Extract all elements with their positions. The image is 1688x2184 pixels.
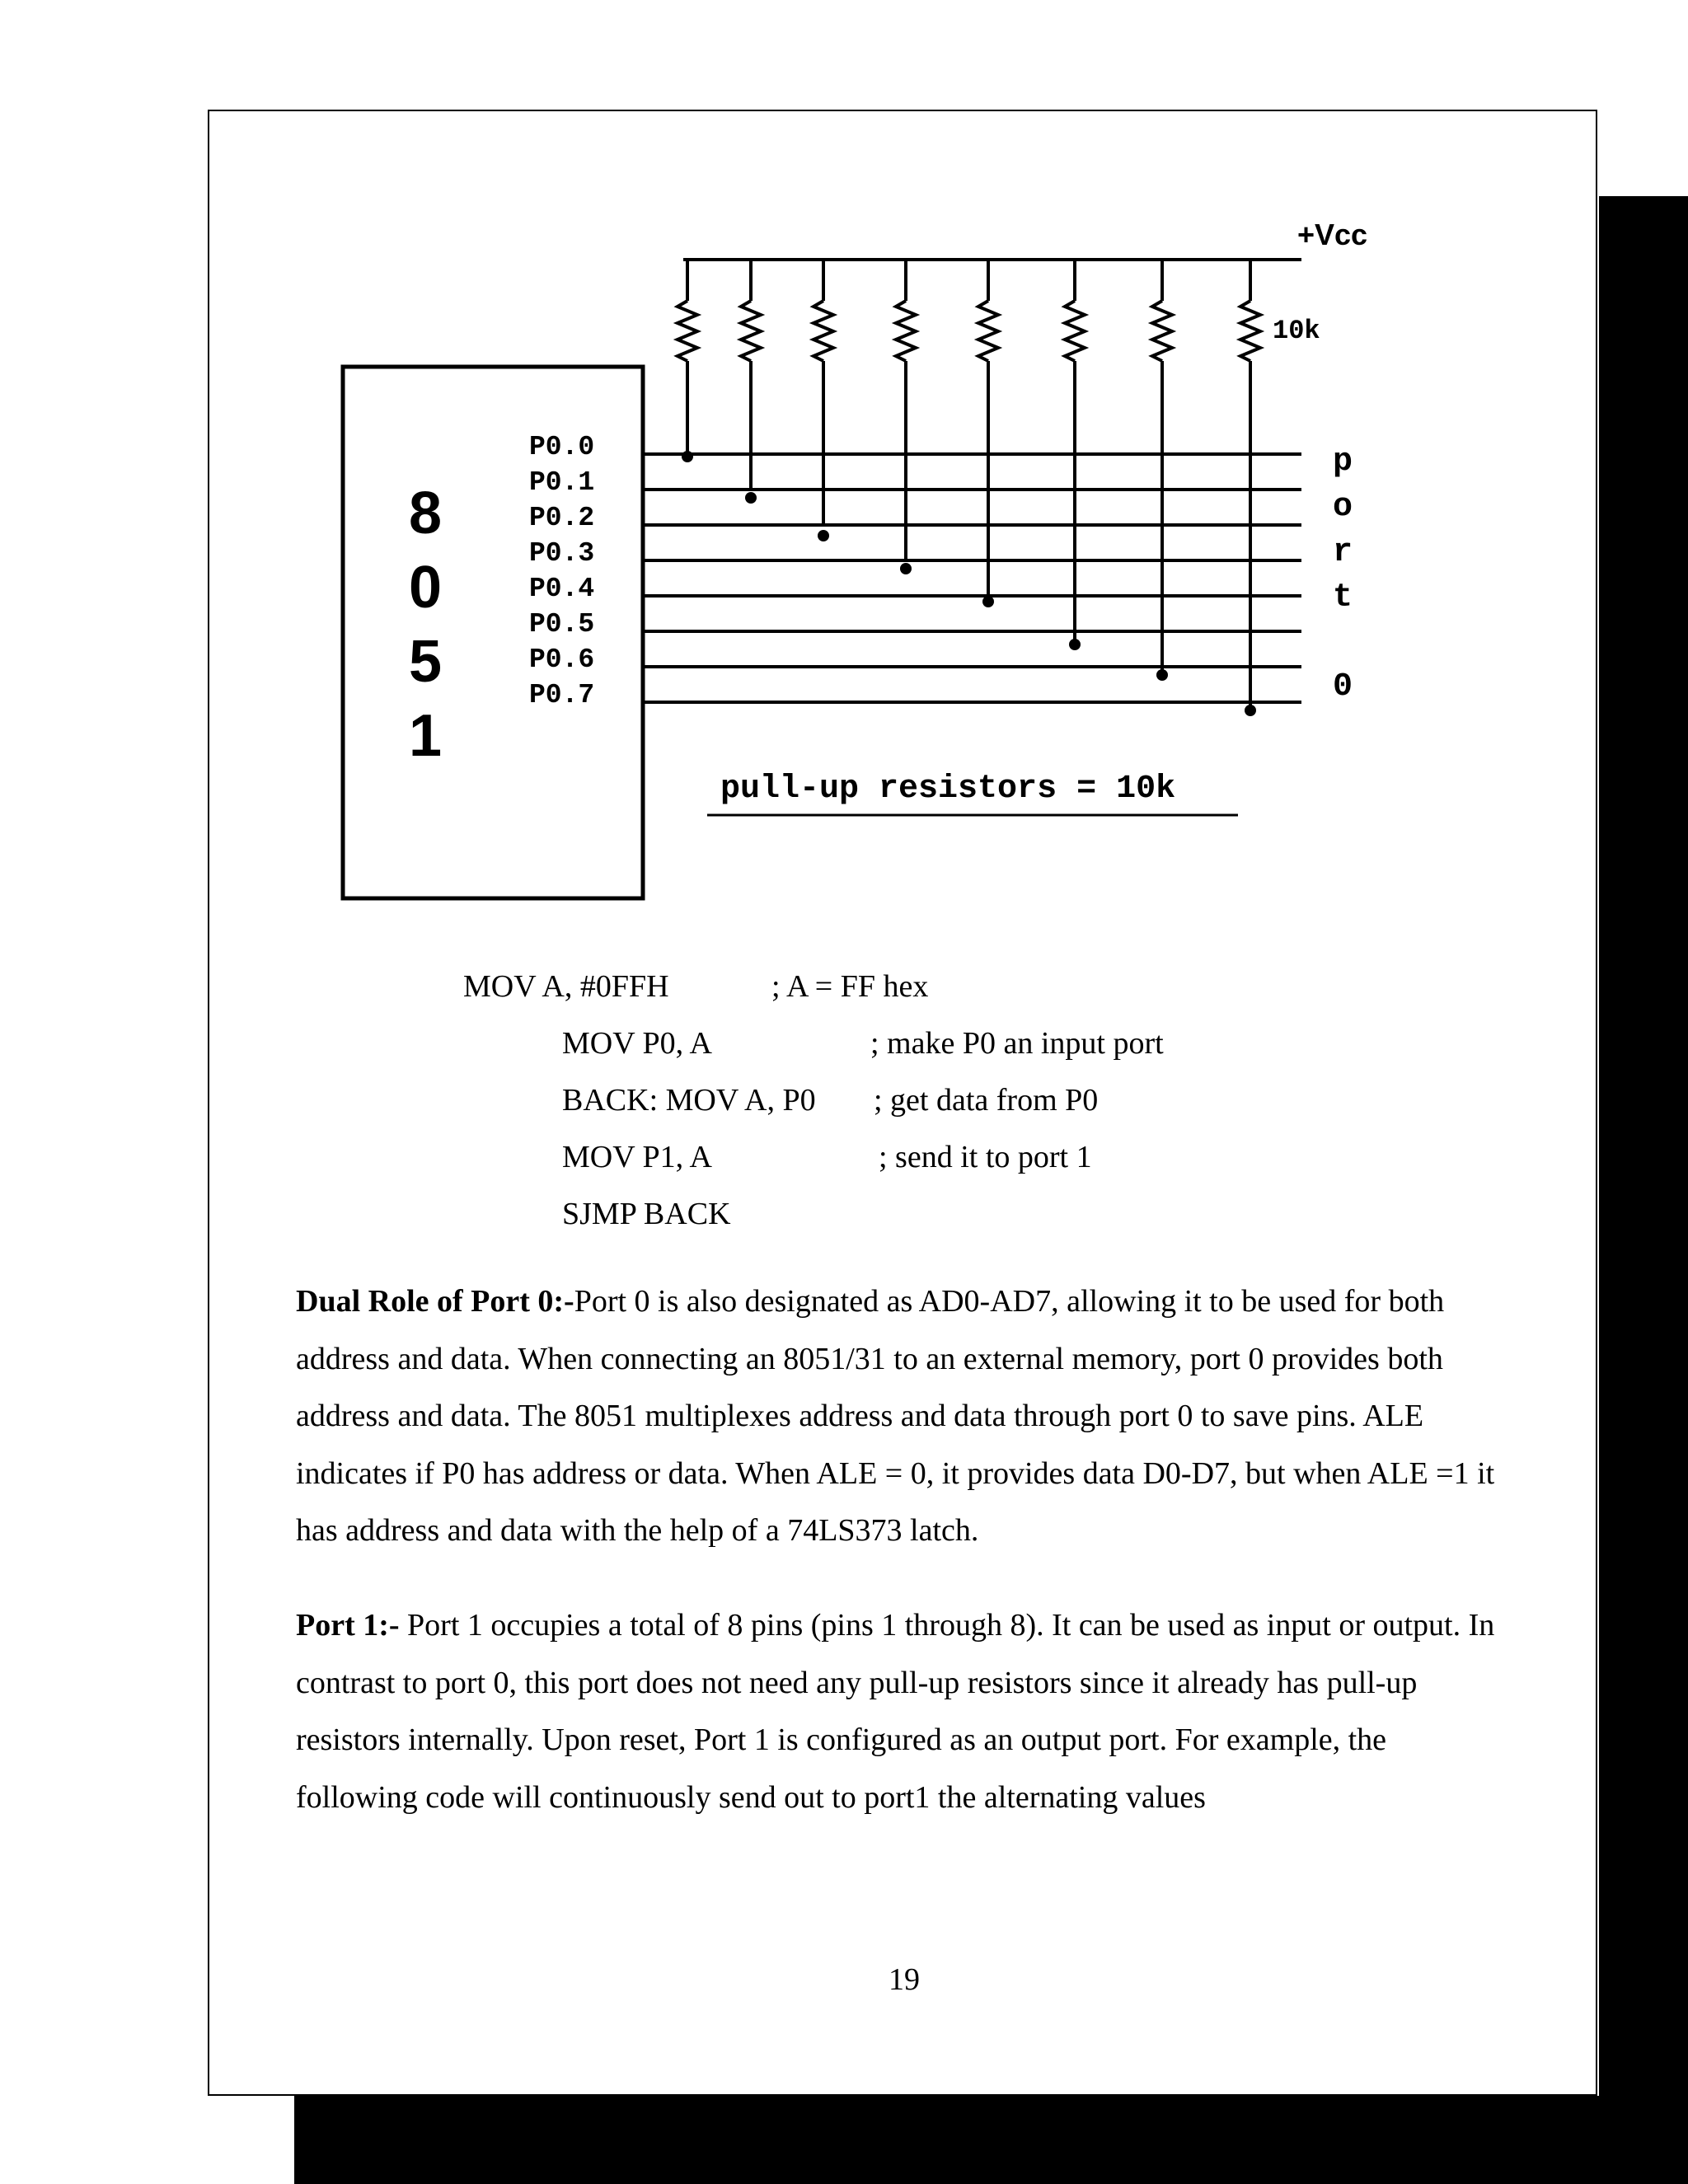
pullup-resistor: [814, 260, 833, 525]
port1-body: Port 1 occupies a total of 8 pins (pins 1 through 8). It can be used as input or output. In contrast to port 0, this port does not need any pull-up resistors since it already has pull-up resistors internally. Upon reset, Port 1 is configured as an output port. For example, the following code will continuously send out to port1 the alternating values: [296, 1608, 1495, 1815]
chip-label-digit: 1: [408, 703, 443, 769]
chip-label-digit: 5: [408, 629, 443, 695]
pin-label: P0.4: [529, 574, 595, 604]
port-label-char: 0: [1332, 668, 1353, 705]
port0-pullup-schematic: [209, 111, 1599, 952]
junction-dot: [1069, 639, 1081, 650]
port1-heading: Port 1:-: [296, 1608, 400, 1643]
port-label-char: r: [1332, 534, 1353, 571]
document-page: [208, 110, 1597, 2096]
pullup-resistor: [1065, 260, 1085, 644]
dual-role-heading: Dual Role of Port 0:-: [296, 1284, 574, 1319]
junction-dot: [682, 451, 693, 462]
pullup-resistor: [896, 260, 916, 560]
code-comment: ; A = FF hex: [771, 969, 929, 1004]
port-label-char: o: [1332, 489, 1353, 526]
junction-dot: [1245, 705, 1256, 716]
dual-role-body: Port 0 is also designated as AD0-AD7, allowing it to be used for both address and data. When connecting an 8051/31 to an external memory, port 0 provides both address and data. The 8051 multiplexes address and data through port 0 to save pins. ALE indicates if P0 has address or data. When ALE = 0, it provides data D0-D7, but when ALE =1 it has address and data with the help of a 74LS373 latch.: [296, 1284, 1495, 1548]
port1-paragraph: [296, 1597, 1516, 1826]
port0-lines: [643, 454, 1301, 702]
code-comment: ; send it to port 1: [879, 1140, 1092, 1174]
pin-label: P0.3: [529, 538, 595, 569]
code-instruction: MOV A, #0FFH: [463, 969, 669, 1004]
pin-label: P0.7: [529, 680, 595, 710]
code-instruction: MOV P0, A: [562, 1026, 712, 1061]
pin-label: P0.1: [529, 467, 595, 498]
code-comment: ; make P0 an input port: [870, 1026, 1164, 1061]
code-instruction: SJMP BACK: [562, 1197, 731, 1231]
port-label-char: t: [1332, 579, 1353, 616]
port-label-char: p: [1332, 443, 1353, 480]
pullup-resistor: [1240, 260, 1260, 710]
junction-dot: [1156, 669, 1168, 681]
pin-labels: [529, 432, 594, 710]
chip-8051-box: [343, 367, 643, 898]
pullup-resistor: [678, 260, 697, 454]
pullup-resistors: [678, 260, 1260, 710]
schematic-caption: pull-up resistors = 10k: [720, 771, 1176, 808]
chip-label-digit: 8: [408, 480, 443, 546]
resistor-value-label: 10k: [1273, 316, 1320, 346]
vcc-label: +Vcc: [1297, 218, 1368, 251]
pin-label: P0.0: [529, 432, 595, 462]
dual-role-paragraph: [296, 1273, 1516, 1560]
junction-dot: [900, 563, 912, 574]
page-shadow-right: [1599, 196, 1688, 2184]
chip-label-digit: 0: [408, 555, 443, 621]
chip-label: [409, 480, 442, 769]
junction-dot: [818, 530, 829, 541]
page-shadow-bottom: [294, 2096, 1688, 2184]
pullup-resistor: [1152, 260, 1172, 675]
code-instruction: MOV P1, A: [562, 1140, 712, 1174]
code-comment: ; get data from P0: [874, 1083, 1099, 1118]
junction-dot: [982, 596, 994, 607]
pullup-resistor: [978, 260, 998, 596]
page-number: 19: [889, 1962, 920, 1997]
junction-dot: [745, 492, 757, 504]
pin-label: P0.6: [529, 644, 595, 675]
pin-label: P0.2: [529, 503, 595, 533]
code-instruction: BACK: MOV A, P0: [562, 1083, 816, 1118]
port-label: [1333, 443, 1353, 705]
pin-label: P0.5: [529, 609, 595, 640]
